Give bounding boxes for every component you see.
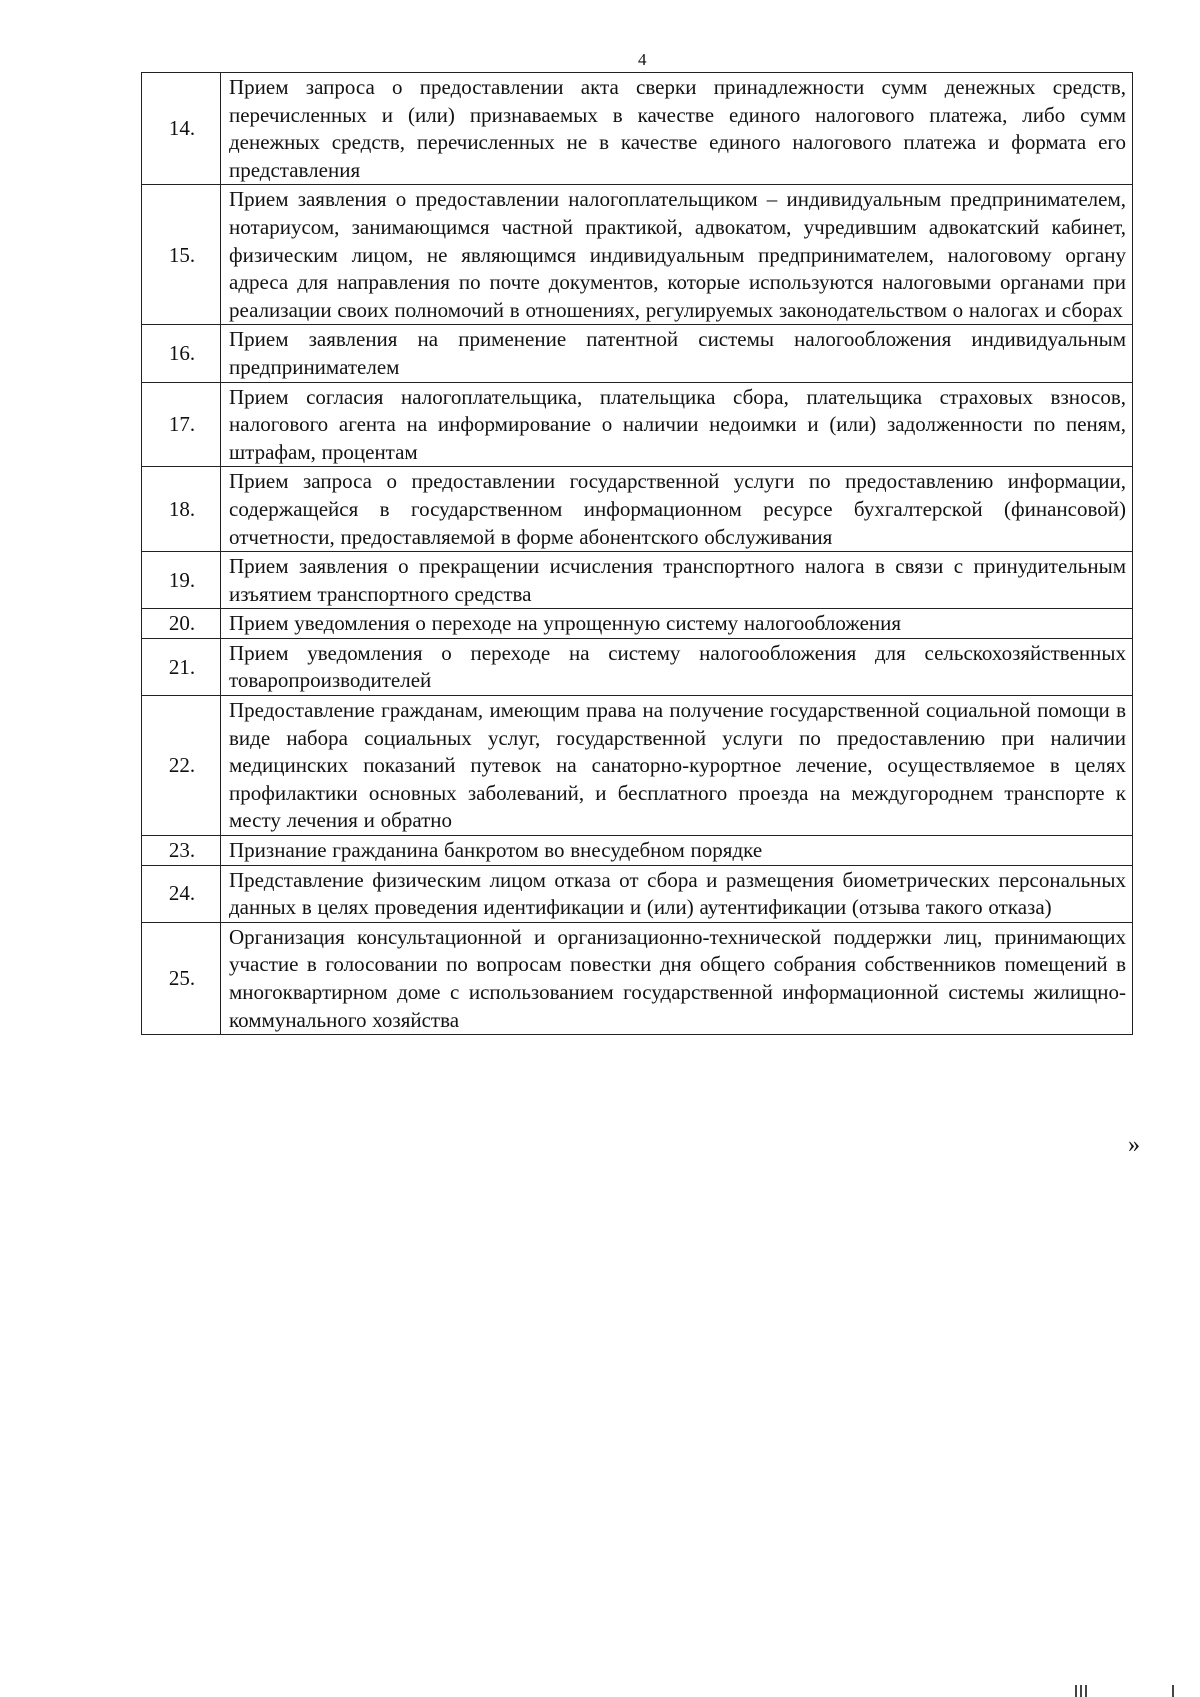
services-table: [141, 72, 1133, 1035]
table-row: [142, 73, 1133, 185]
scan-artifact: [1085, 1685, 1087, 1697]
row-number: 23.: [142, 836, 221, 866]
table-row: [142, 325, 1133, 382]
row-text: Прием заявления о предоставлении налогоплательщиком – индивидуальным предпринимателем, нотариусом, занимающимся частной практикой, адвокатом, учредившим адвокатский кабинет, физическим лицом, не являющимся индивидуальным предпринимателем, налоговому органу адреса для направления по почте документов, которые используются налоговыми органами при реализации своих полномочий в отношениях, регулируемых законодательством о налогах и сборах: [221, 185, 1133, 325]
row-number: 20.: [142, 609, 221, 639]
row-number: 21.: [142, 638, 221, 695]
scan-artifact: [1172, 1685, 1174, 1697]
row-text: Прием заявления о прекращении исчисления транспортного налога в связи с принудительным изъятием транспортного средства: [221, 552, 1133, 609]
scan-artifact: [1075, 1685, 1077, 1697]
row-text: Прием уведомления о переходе на упрощенную систему налогообложения: [221, 609, 1133, 639]
table-row: [142, 185, 1133, 325]
row-text: Прием запроса о предоставлении государственной услуги по предоставлению информации, содержащейся в государственном информационном ресурсе бухгалтерской (финансовой) отчетности, предоставляемой в форме абонентского обслуживания: [221, 467, 1133, 552]
row-number: 24.: [142, 865, 221, 922]
closing-quote: »: [1128, 1132, 1140, 1158]
page-number: 4: [638, 50, 647, 69]
table-row: [142, 467, 1133, 552]
row-number: 25.: [142, 922, 221, 1034]
row-number: 14.: [142, 73, 221, 185]
row-text: Прием заявления на применение патентной системы налогообложения индивидуальным предпринимателем: [221, 325, 1133, 382]
table-row: [142, 865, 1133, 922]
row-text: Прием уведомления о переходе на систему налогообложения для сельскохозяйственных товаропроизводителей: [221, 638, 1133, 695]
row-text: Прием согласия налогоплательщика, плательщика сбора, плательщика страховых взносов, налогового агента на информирование о наличии недоимки и (или) задолженности по пеням, штрафам, процентам: [221, 382, 1133, 467]
table-row: [142, 609, 1133, 639]
table-row: [142, 922, 1133, 1034]
row-number: 17.: [142, 382, 221, 467]
table-row: [142, 696, 1133, 836]
row-text: Прием запроса о предоставлении акта сверки принадлежности сумм денежных средств, перечисленных и (или) признаваемых в качестве единого налогового платежа, либо сумм денежных средств, перечисленных не в качестве единого налогового платежа и формата его представления: [221, 73, 1133, 185]
scan-artifact: [1080, 1685, 1082, 1697]
row-text: Признание гражданина банкротом во внесудебном порядке: [221, 836, 1133, 866]
table-row: [142, 552, 1133, 609]
row-number: 19.: [142, 552, 221, 609]
table-row: [142, 382, 1133, 467]
table-row: [142, 836, 1133, 866]
row-text: Предоставление гражданам, имеющим права на получение государственной социальной помощи в виде набора социальных услуг, государственной услуги по предоставлению при наличии медицинских показаний путевок на санаторно-курортное лечение, осуществляемое в целях профилактики основных заболеваний, и бесплатного проезда на междугороднем транспорте к месту лечения и обратно: [221, 696, 1133, 836]
table-row: [142, 638, 1133, 695]
row-number: 18.: [142, 467, 221, 552]
row-text: Организация консультационной и организационно-технической поддержки лиц, принимающих участие в голосовании по вопросам повестки дня общего собрания собственников помещений в многоквартирном доме с использованием государственной информационной системы жилищно-коммунального хозяйства: [221, 922, 1133, 1034]
row-number: 22.: [142, 696, 221, 836]
row-text: Представление физическим лицом отказа от сбора и размещения биометрических персональных данных в целях проведения идентификации и (или) аутентификации (отзыва такого отказа): [221, 865, 1133, 922]
row-number: 16.: [142, 325, 221, 382]
row-number: 15.: [142, 185, 221, 325]
